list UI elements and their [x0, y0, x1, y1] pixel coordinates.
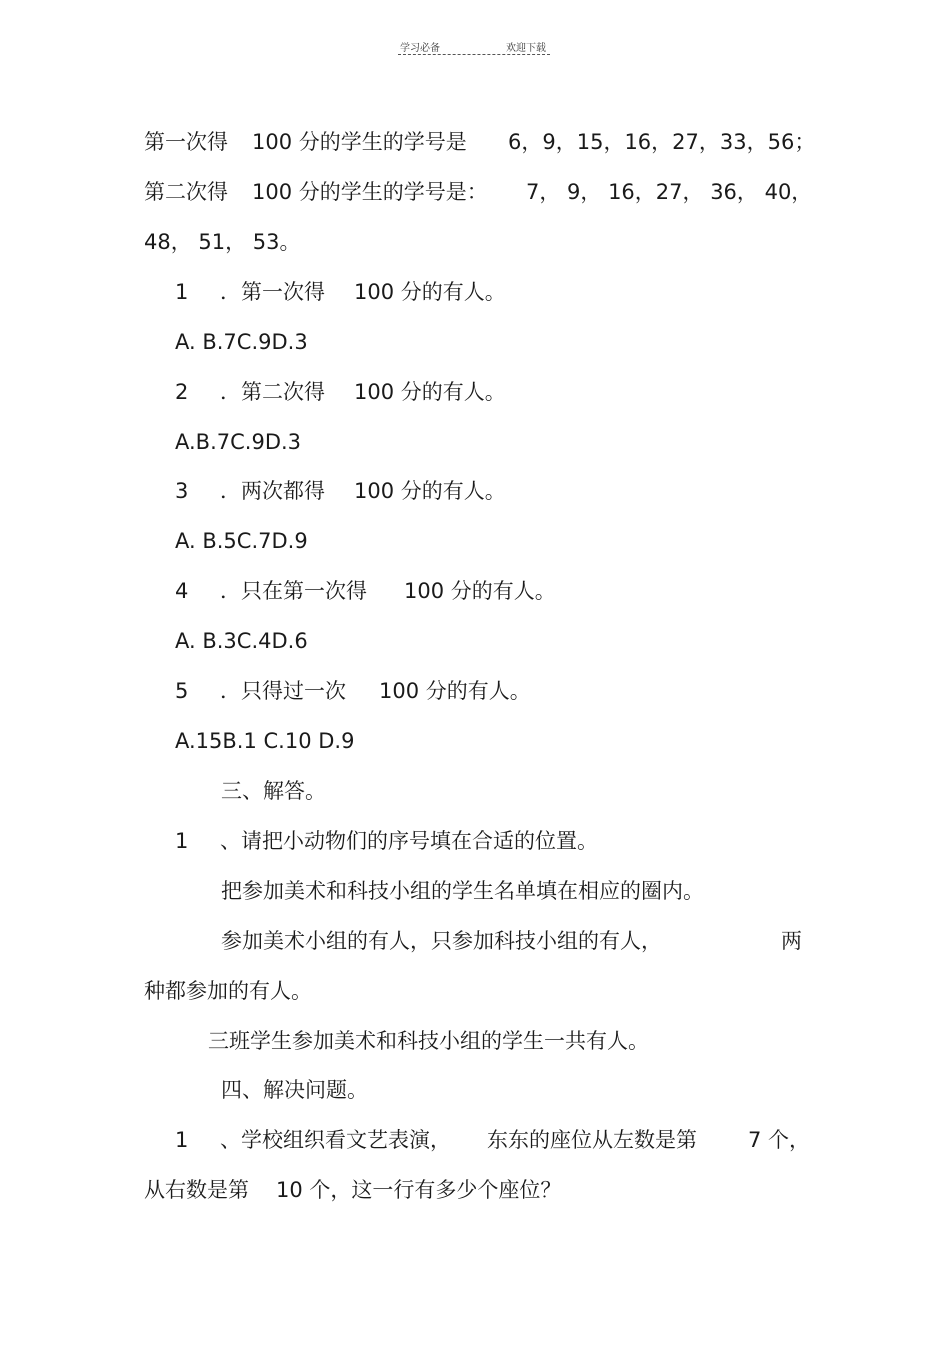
- text-segment: 第一次得: [144, 130, 228, 154]
- text-segment: 东东的座位从左数是第: [487, 1128, 697, 1152]
- text-segment: 两: [781, 929, 802, 953]
- text-segment: ．只在第一次得: [220, 579, 367, 603]
- text-segment: ．只得过一次: [220, 679, 346, 703]
- text-segment: 3: [175, 479, 189, 503]
- text-segment: 7， 9， 16，27， 36， 40，: [526, 180, 813, 204]
- text-segment: A. B.5C.7D.9: [175, 529, 308, 553]
- text-segment: 100 分的有人。: [354, 479, 506, 503]
- text-segment: 把参加美术和科技小组的学生名单填在相应的圈内。: [221, 879, 704, 903]
- text-segment: 7 个，: [748, 1128, 811, 1152]
- text-segment: 100 分的有人。: [404, 579, 556, 603]
- text-segment: 2: [175, 380, 189, 404]
- text-segment: 四、解决问题。: [221, 1078, 368, 1102]
- text-segment: 参加美术小组的有人，只参加科技小组的有人，: [221, 929, 662, 953]
- text-segment: A.15B.1 C.10 D.9: [175, 729, 355, 753]
- text-segment: 从右数是第: [144, 1178, 249, 1202]
- text-segment: ．两次都得: [220, 479, 325, 503]
- text-segment: 6，9，15，16，27，33，56；: [508, 130, 816, 154]
- text-segment: ．第二次得: [220, 380, 325, 404]
- text-segment: A.B.7C.9D.3: [175, 430, 302, 454]
- text-segment: A. B.3C.4D.6: [175, 629, 308, 653]
- text-segment: ．第一次得: [220, 280, 325, 304]
- text-segment: 种都参加的有人。: [144, 979, 312, 1003]
- text-segment: 5: [175, 679, 189, 703]
- text-segment: 、学校组织看文艺表演，: [220, 1128, 451, 1152]
- text-segment: 100 分的有人。: [379, 679, 531, 703]
- text-segment: 1: [175, 280, 189, 304]
- text-segment: 1: [175, 1128, 189, 1152]
- text-segment: 1: [175, 829, 189, 853]
- page-header: [398, 38, 550, 55]
- text-segment: 10 个，这一行有多少个座位？: [276, 1178, 562, 1202]
- text-segment: 4: [175, 579, 189, 603]
- text-segment: 100 分的有人。: [354, 280, 506, 304]
- text-segment: A. B.7C.9D.3: [175, 330, 308, 354]
- text-segment: 100 分的有人。: [354, 380, 506, 404]
- text-segment: 三班学生参加美术和科技小组的学生一共有人。: [208, 1029, 649, 1053]
- text-segment: 100 分的学生的学号是: [252, 130, 467, 154]
- header-right-text: 欢迎下载: [506, 43, 546, 54]
- text-segment: 48， 51， 53。: [144, 230, 301, 254]
- text-segment: 第二次得: [144, 180, 228, 204]
- header-left-text: 学习必备: [400, 43, 440, 54]
- text-segment: 三、解答。: [221, 779, 326, 803]
- text-segment: 100 分的学生的学号是：: [252, 180, 488, 204]
- text-segment: 、请把小动物们的序号填在合适的位置。: [220, 829, 598, 853]
